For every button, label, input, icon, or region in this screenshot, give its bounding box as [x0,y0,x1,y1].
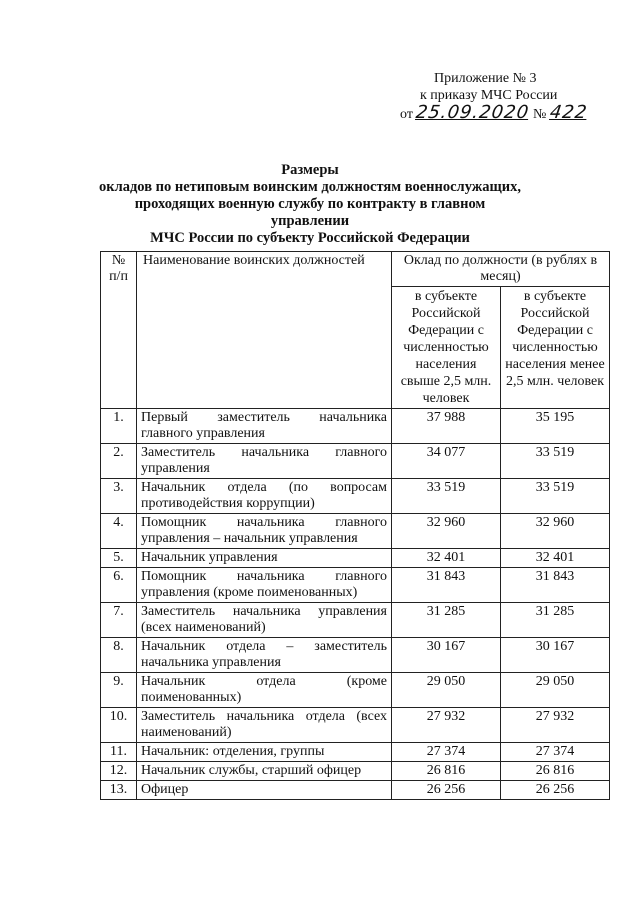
appendix-block [400,70,600,123]
row-salary-under: 35 195 [501,409,610,444]
table-row [101,743,610,762]
row-salary-under: 30 167 [501,638,610,673]
title-line-1: Размеры [281,162,339,178]
row-position: Первый заместитель начальника главного управления [137,409,392,444]
row-position: Начальник управления [137,549,392,568]
header-number: № п/п [101,252,137,409]
row-salary-under: 29 050 [501,673,610,708]
row-salary-over: 33 519 [392,479,501,514]
appendix-date-line [400,104,600,123]
table-row [101,638,610,673]
table-row [101,514,610,549]
row-salary-under: 33 519 [501,444,610,479]
handwritten-date: 25.09.2020 [414,102,531,123]
row-salary-over: 31 285 [392,603,501,638]
table-row [101,762,610,781]
row-salary-over: 26 256 [392,781,501,800]
row-position: Начальник: отделения, группы [137,743,392,762]
row-salary-over: 27 932 [392,708,501,743]
handwritten-number: 422 [548,102,589,123]
table-row [101,603,610,638]
row-number: 3. [101,479,137,514]
row-number: 4. [101,514,137,549]
row-salary-under: 26 256 [501,781,610,800]
row-number: 2. [101,444,137,479]
header-under-2-5m: в субъекте Российской Федерации с численностью населения менее 2,5 млн. человек [501,287,610,409]
table-row [101,673,610,708]
salary-table [100,251,610,800]
row-position: Начальник службы, старший офицер [137,762,392,781]
row-number: 1. [101,409,137,444]
row-position: Начальник отдела (кроме поименованных) [137,673,392,708]
row-salary-over: 27 374 [392,743,501,762]
table-row [101,568,610,603]
row-position: Офицер [137,781,392,800]
row-number: 13. [101,781,137,800]
row-number: 10. [101,708,137,743]
header-over-2-5m: в субъекте Российской Федерации с численностью населения свыше 2,5 млн. человек [392,287,501,409]
row-salary-over: 32 960 [392,514,501,549]
row-position: Помощник начальника главного управления (кроме поименованных) [137,568,392,603]
row-position: Помощник начальника главного управления – начальник управления [137,514,392,549]
appendix-title: Приложение № 3 [434,71,537,86]
row-salary-over: 31 843 [392,568,501,603]
header-position: Наименование воинских должностей [137,252,392,409]
row-number: 7. [101,603,137,638]
row-salary-over: 32 401 [392,549,501,568]
row-number: 11. [101,743,137,762]
row-salary-over: 26 816 [392,762,501,781]
row-salary-under: 31 285 [501,603,610,638]
title-line-4: МЧС России по субъекту Российской Федерации [150,230,470,246]
title-line-2: окладов по нетиповым воинским должностям военнослужащих, [98,179,521,195]
appendix-order: к приказу МЧС России [420,88,558,103]
row-number: 5. [101,549,137,568]
number-prefix: № [533,107,547,122]
row-salary-over: 37 988 [392,409,501,444]
row-salary-under: 33 519 [501,479,610,514]
table-body [101,409,610,800]
row-position: Заместитель начальника отдела (всех наименований) [137,708,392,743]
row-position: Начальник отдела – заместитель начальника управления [137,638,392,673]
table-row [101,444,610,479]
row-position: Начальник отдела (по вопросам противодействия коррупции) [137,479,392,514]
row-salary-over: 30 167 [392,638,501,673]
row-salary-over: 29 050 [392,673,501,708]
row-salary-under: 32 960 [501,514,610,549]
row-number: 6. [101,568,137,603]
row-position: Заместитель начальника управления (всех наименований) [137,603,392,638]
title-line-3: проходящих военную службу по контракту в главном управлении [134,196,486,229]
row-number: 8. [101,638,137,673]
header-salary: Оклад по должности (в рублях в месяц) [392,252,610,287]
date-prefix: от [400,107,413,122]
table-row [101,479,610,514]
row-number: 12. [101,762,137,781]
row-position: Заместитель начальника главного управления [137,444,392,479]
row-salary-under: 32 401 [501,549,610,568]
row-salary-under: 26 816 [501,762,610,781]
document-title [95,162,525,247]
table-row [101,781,610,800]
row-salary-under: 31 843 [501,568,610,603]
row-salary-under: 27 932 [501,708,610,743]
row-salary-under: 27 374 [501,743,610,762]
row-number: 9. [101,673,137,708]
row-salary-over: 34 077 [392,444,501,479]
table-row [101,409,610,444]
table-row [101,549,610,568]
table-row [101,708,610,743]
